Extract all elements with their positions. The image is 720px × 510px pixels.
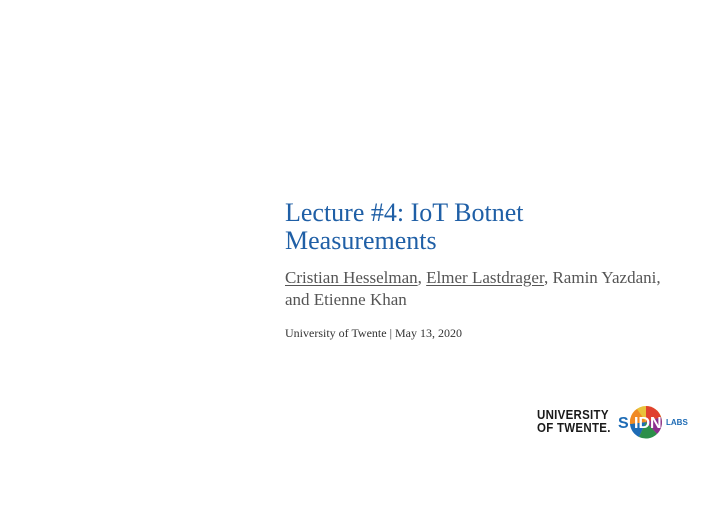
sidn-s-letter: S: [618, 415, 629, 432]
ut-logo-line2: OF TWENTE.: [537, 421, 611, 435]
ut-logo-line1: UNIVERSITY: [537, 408, 609, 422]
sidn-labs-logo: [617, 403, 697, 441]
author-link-lastdrager[interactable]: Elmer Lastdrager: [426, 268, 544, 287]
author-link-hesselman[interactable]: Cristian Hesselman: [285, 268, 418, 287]
author-separator: ,: [417, 268, 427, 287]
affiliation-date: University of Twente | May 13, 2020: [285, 326, 462, 340]
slide-title: Lecture #4: IoT Botnet Measurements: [285, 198, 524, 255]
sidn-idn-letters: IDN: [634, 415, 662, 432]
author-list-rest: , Ramin Yazdani, and Etienne Khan: [285, 268, 661, 309]
author-list: [285, 267, 665, 311]
university-of-twente-logo: [537, 409, 611, 435]
sidn-labs-text: LABS: [666, 418, 688, 427]
